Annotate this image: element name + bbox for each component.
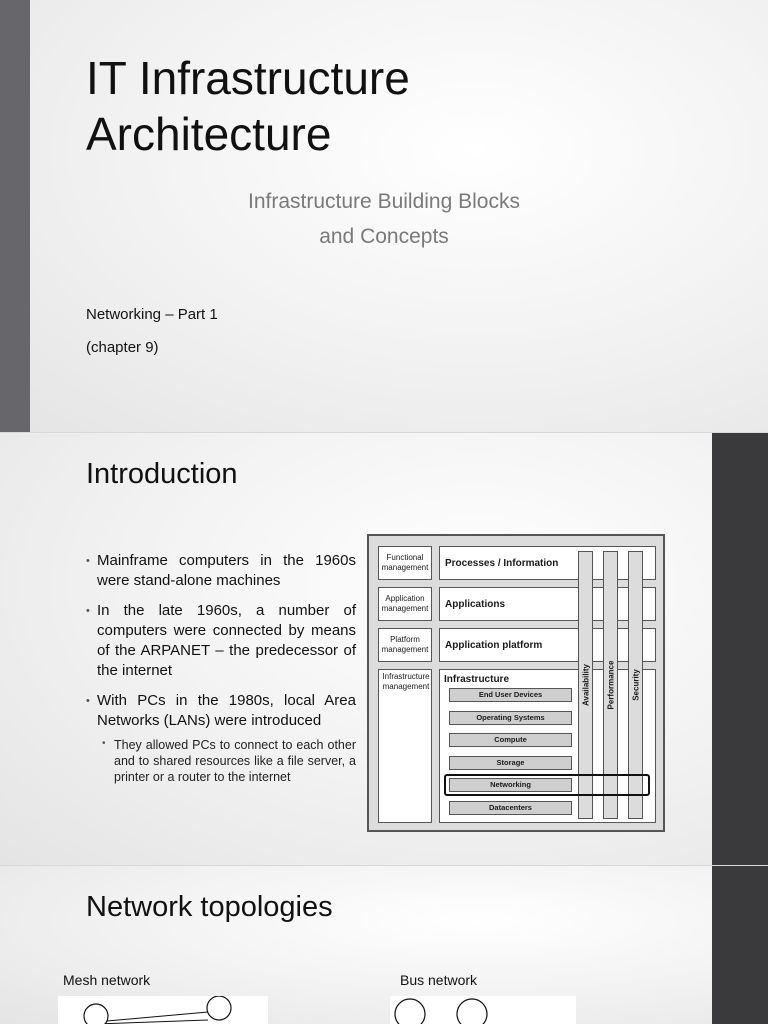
mesh-network-graphic	[58, 996, 268, 1024]
bus-network-figure	[390, 996, 576, 1024]
block-datacenters: Datacenters	[449, 801, 572, 815]
block-compute: Compute	[449, 733, 572, 747]
block-networking: Networking	[449, 778, 572, 792]
mgmt-infrastructure: Infrastructure management	[382, 672, 430, 691]
block-storage: Storage	[449, 756, 572, 770]
bullet-list	[86, 551, 356, 785]
slide-subtitle: Infrastructure Building Blocks and Concepts	[248, 190, 520, 248]
bullet-item: • Mainframe computers in the 1960s were stand-alone machines	[86, 552, 356, 589]
layer-applications: Applications	[439, 587, 656, 621]
sub-bullet-item: • They allowed PCs to connect to each other and to shared resources like a file server, a printer or a router to the internet	[102, 738, 356, 784]
block-end-user-devices: End User Devices	[449, 688, 572, 702]
pillar-performance: Performance	[603, 551, 618, 819]
layer-application-platform: Application platform	[439, 628, 656, 662]
introduction-slide	[0, 433, 768, 865]
bullet-item: • In the late 1960s, a number of computers were connected by means of the ARPANET – the predecessor of the internet	[86, 602, 356, 679]
mgmt-platform: Platform management	[378, 628, 432, 662]
bullet-item: • With PCs in the 1980s, local Area Networks (LANs) were introduced	[86, 692, 356, 729]
block-operating-systems: Operating Systems	[449, 711, 572, 725]
mgmt-infrastructure-box	[378, 669, 432, 823]
layer-processes: Processes / Information	[439, 546, 656, 580]
network-topologies-slide	[0, 866, 768, 1024]
mesh-network-figure	[58, 996, 268, 1024]
bus-network-graphic	[390, 996, 576, 1024]
mesh-node	[207, 996, 231, 1020]
accent-bar	[712, 866, 768, 1024]
layer-infrastructure-label: Infrastructure	[444, 674, 510, 685]
slide-title: IT Infrastructure Architecture	[86, 52, 410, 160]
bus-node	[457, 999, 487, 1024]
topic-label: Networking – Part 1	[86, 306, 218, 323]
pillar-availability: Availability	[578, 551, 593, 819]
mesh-node	[84, 1004, 108, 1024]
pillar-security: Security	[628, 551, 643, 819]
bus-node	[395, 999, 425, 1024]
slide-heading: Introduction	[86, 458, 238, 490]
bus-network-label: Bus network	[400, 972, 478, 988]
mgmt-application: Application management	[378, 587, 432, 621]
mgmt-functional: Functional management	[378, 546, 432, 580]
accent-bar	[712, 433, 768, 865]
slide-heading: Network topologies	[86, 891, 333, 923]
infrastructure-model-diagram	[367, 534, 665, 832]
networking-highlight	[444, 774, 650, 796]
chapter-label: (chapter 9)	[86, 339, 159, 356]
mesh-network-label: Mesh network	[63, 972, 151, 988]
title-slide	[0, 0, 768, 432]
